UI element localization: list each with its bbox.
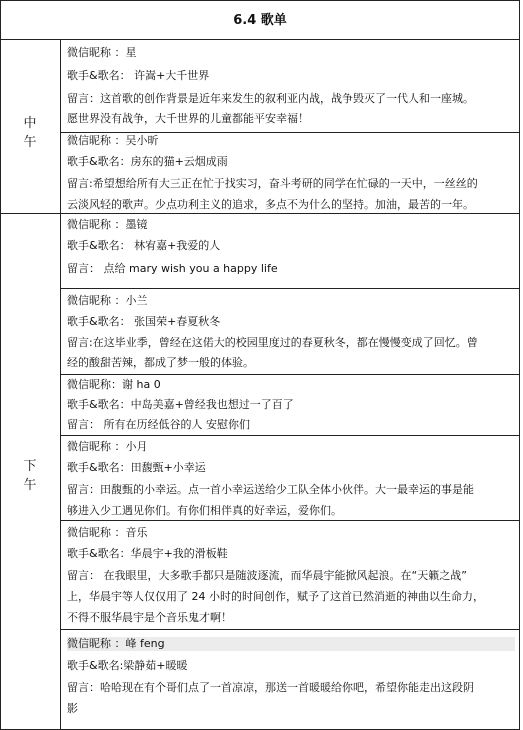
message-label: 留言： bbox=[67, 483, 100, 496]
row-divider bbox=[60, 374, 520, 375]
section-divider bbox=[0, 213, 520, 214]
message-text: 云淡风轻的歌声。少点功利主义的追求，多点不为什么的坚持。加油，最苦的一年。 bbox=[67, 198, 474, 211]
song-label: 歌手&歌名： bbox=[67, 547, 131, 560]
nickname: ：墨镜 bbox=[114, 218, 148, 231]
song-title: 张国荣+春夏秋冬 bbox=[134, 315, 221, 328]
song-title: 林宥嘉+我爱的人 bbox=[134, 239, 221, 252]
table-border-right bbox=[519, 40, 520, 730]
row-divider bbox=[60, 520, 520, 521]
song-label: 歌手&歌名： bbox=[67, 315, 131, 328]
message-text: 点给 mary wish you a happy life bbox=[103, 262, 278, 275]
message-text: 上，华晨宇等人仅仅用了 24 小时的时间创作，赋予了这首已然消逝的神曲以生命力， bbox=[67, 590, 484, 603]
song-label: 歌手&歌名： bbox=[67, 398, 131, 411]
nickname-label: 微信昵称 bbox=[67, 637, 111, 650]
message-text: 这首歌的创作背景是近年来发生的叙利亚内战，战争毁灭了一代人和一座城。 bbox=[100, 92, 474, 105]
song-title: 田馥甄+小幸运 bbox=[130, 461, 206, 474]
page-title: 6.4 歌单 bbox=[0, 0, 520, 40]
table-column-divider bbox=[60, 40, 61, 730]
message-text: 在这毕业季，曾经在这偌大的校园里度过的春夏秋冬，都在慢慢变成了回忆。曾 bbox=[92, 336, 478, 349]
message-text: 够进入少工遇见你们。有你们相伴真的好幸运，爱你们。 bbox=[67, 504, 342, 517]
song-title: 中岛美嘉+曾经我也想过一了百了 bbox=[130, 398, 294, 411]
message-text: 不得不服华晨宇是个音乐鬼才啊！ bbox=[67, 611, 232, 624]
song-label: 歌手&歌名： bbox=[67, 155, 131, 168]
message-label: 留言： bbox=[67, 418, 100, 431]
row-divider bbox=[60, 629, 520, 630]
section-label-char: 中 bbox=[23, 116, 37, 131]
row-divider bbox=[60, 435, 520, 436]
message-label: 留言： bbox=[67, 262, 100, 275]
nickname-label: 微信昵称 bbox=[67, 46, 111, 59]
nickname: ：峰 feng bbox=[114, 637, 165, 650]
section-label-char: 下 bbox=[23, 459, 37, 474]
song-label: 歌手&歌名： bbox=[67, 239, 131, 252]
song-title: 梁静茹+暖暖 bbox=[123, 659, 188, 672]
song-label: 歌手&歌名: bbox=[67, 659, 124, 672]
message-label: 留言: bbox=[67, 177, 93, 190]
message-label: 留言: bbox=[67, 336, 93, 349]
row-divider bbox=[60, 288, 520, 289]
nickname: ：谢 ha 0 bbox=[111, 378, 161, 391]
nickname: ：小兰 bbox=[114, 294, 148, 307]
message-text: 田馥甄的小幸运。点一首小幸运送给少工队全体小伙伴。大一最幸运的事是能 bbox=[100, 483, 474, 496]
song-label: 歌手&歌名： bbox=[67, 461, 131, 474]
message-label: 留言： bbox=[67, 92, 100, 105]
nickname-label: 微信昵称 bbox=[67, 218, 111, 231]
message-text: 影 bbox=[67, 702, 78, 715]
message-text: 在我眼里，大多歌手都只是随波逐流，而华晨宇能掀风起浪。在“天籁之战” bbox=[103, 569, 467, 582]
song-title: 华晨宇+我的滑板鞋 bbox=[130, 547, 228, 560]
section-label-char: 午 bbox=[23, 478, 37, 493]
nickname: ：音乐 bbox=[114, 526, 148, 539]
message-text: 经的酸甜苦辣，都成了梦一般的体验。 bbox=[67, 356, 254, 369]
message-label: 留言： bbox=[67, 569, 100, 582]
song-title: 房东的猫+云烟成雨 bbox=[130, 155, 228, 168]
nickname-label: 微信昵称 bbox=[67, 526, 111, 539]
nickname: ：星 bbox=[114, 46, 137, 59]
message-text: 愿世界没有战争，大千世界的儿童都能平安幸福！ bbox=[67, 112, 309, 125]
row-divider bbox=[60, 132, 520, 133]
section-label-afternoon bbox=[0, 455, 60, 493]
nickname-label: 微信昵称 bbox=[67, 378, 111, 391]
song-title: 许嵩+大千世界 bbox=[134, 69, 210, 82]
section-label-noon bbox=[0, 112, 60, 150]
nickname-label: 微信昵称 bbox=[67, 294, 111, 307]
section-label-char: 午 bbox=[23, 135, 37, 150]
song-label: 歌手&歌名： bbox=[67, 69, 131, 82]
section-label-text bbox=[0, 112, 60, 150]
nickname-label: 微信昵称 bbox=[67, 440, 111, 453]
message-text: 希望想给所有大三正在忙于找实习，奋斗考研的同学在忙碌的一天中，一丝丝的 bbox=[92, 177, 478, 190]
nickname: ：小月 bbox=[114, 440, 148, 453]
message-text: 哈哈现在有个哥们点了一首凉凉，那送一首暖暖给你吧，希望你能走出这段阴 bbox=[100, 681, 474, 694]
message-label: 留言： bbox=[67, 681, 100, 694]
section-label-text bbox=[0, 455, 60, 493]
message-text: 所有在历经低谷的人 安慰你们 bbox=[103, 418, 250, 431]
nickname: ：吴小昕 bbox=[114, 134, 159, 147]
nickname-label: 微信昵称 bbox=[67, 134, 111, 147]
